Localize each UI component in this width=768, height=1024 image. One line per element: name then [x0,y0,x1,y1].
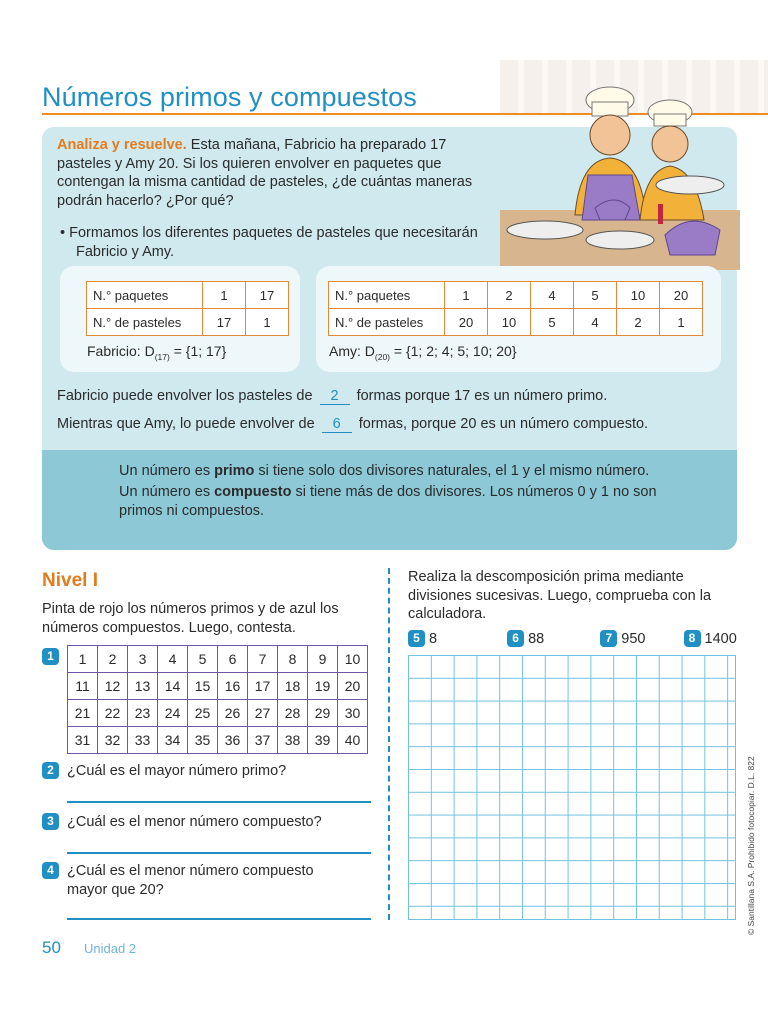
page-number: 50 [42,938,61,957]
table-row [87,282,289,309]
grid-cell[interactable]: 23 [128,700,158,727]
problem-text: Esta mañana, Fabricio ha preparado 17 pasteles y Amy 20. Si los quieren envolver en paquetes que contengan la misma cantidad de pasteles, ¿de cuántas maneras podrán hacerlo? ¿Por qué? [57,137,473,209]
exercise-number: 5 [408,630,425,647]
grid-cell[interactable]: 3 [128,646,158,673]
answer-line-3[interactable] [67,852,371,854]
exercise-badge-1 [42,647,59,665]
exercise-number: 2 [42,762,59,779]
exercise-item [684,631,737,647]
level-heading: Nivel I [42,570,98,591]
grid-cell[interactable]: 12 [98,673,128,700]
formula-name: Fabricio: D [87,343,155,359]
definition-compuesto: Un número es compuesto si tiene más de dos divisores. Los números 0 y 1 no son primos ni compuestos. [119,484,657,519]
answer-blank: 6 [322,416,352,433]
table-row [329,282,703,309]
amy-table [328,281,703,336]
exercise-item [600,631,645,647]
grid-cell[interactable]: 5 [188,646,218,673]
grid-cell[interactable]: 25 [188,700,218,727]
grid-cell[interactable]: 28 [278,700,308,727]
exercise-number: 8 [684,630,701,647]
page-title: Números primos y compuestos [42,82,417,112]
definition-text [119,462,679,523]
grid-cell[interactable]: 36 [218,727,248,754]
pastry-tray-right [656,176,724,194]
question-3 [42,813,372,832]
table-cell: 20 [660,282,703,309]
problem-lead: Analiza y resuelve. [57,137,187,153]
column-divider [388,568,390,920]
grid-cell[interactable]: 8 [278,646,308,673]
question-4 [42,862,342,900]
grid-cell[interactable]: 35 [188,727,218,754]
grid-cell[interactable]: 31 [68,727,98,754]
unit-label: Unidad 2 [84,941,137,956]
table-cell: 10 [617,282,660,309]
grid-cell[interactable]: 9 [308,646,338,673]
sentence-text: Mientras que Amy, lo puede envolver de [57,416,315,432]
grid-cell[interactable]: 26 [218,700,248,727]
tape-dispenser [658,204,663,224]
level-instruction: Pinta de rojo los números primos y de azul los números compuestos. Luego, contesta. [42,601,339,636]
pastry-tray-center [586,231,654,249]
grid-cell[interactable]: 18 [278,673,308,700]
grid-cell[interactable]: 39 [308,727,338,754]
amy-sentence [57,416,648,433]
exercise-number: 3 [42,813,59,830]
answer-blank: 2 [320,388,350,405]
exercise-number: 7 [600,630,617,647]
grid-cell[interactable]: 19 [308,673,338,700]
grid-cell[interactable]: 30 [338,700,368,727]
exercise-number: 1 [42,648,59,665]
exercise-value: 950 [621,631,646,647]
formula-subscript: (17) [154,351,170,362]
formula-subscript: (20) [374,351,391,362]
row-label: N.° paquetes [329,282,445,309]
row-label: N.° de pasteles [87,309,203,336]
grid-cell[interactable]: 6 [218,646,248,673]
grid-cell[interactable]: 21 [68,700,98,727]
exercise-item [408,631,437,647]
table-cell: 1 [246,309,289,336]
grid-cell[interactable]: 22 [98,700,128,727]
grid-cell[interactable]: 34 [158,727,188,754]
bakers-illustration [500,80,740,270]
grid-row [68,700,368,727]
grid-paper[interactable] [408,655,736,920]
definition-primo: Un número es primo si tiene solo dos divisores naturales, el 1 y el mismo número. [119,463,650,479]
table-row [87,309,289,336]
question-text: ¿Cuál es el menor número compuesto? [67,814,322,830]
grid-cell[interactable]: 13 [128,673,158,700]
grid-cell[interactable]: 17 [248,673,278,700]
grid-cell[interactable]: 24 [158,700,188,727]
table-cell: 1 [203,282,246,309]
sentence-text: formas, porque 20 es un número compuesto. [358,416,649,432]
question-2 [42,762,372,781]
exercise-number: 4 [42,862,59,879]
table-cell: 10 [488,309,531,336]
row-label: N.° de pasteles [329,309,445,336]
grid-cell[interactable]: 40 [338,727,368,754]
grid-cell[interactable]: 10 [338,646,368,673]
exercise-list [408,630,755,647]
grid-cell[interactable]: 37 [248,727,278,754]
grid-cell[interactable]: 15 [188,673,218,700]
table-cell: 4 [531,282,574,309]
exercise-value: 88 [528,631,545,647]
exercise-item [507,631,544,647]
pastry-tray-left [507,221,583,239]
table-row [329,309,703,336]
grid-cell[interactable]: 32 [98,727,128,754]
grid-cell[interactable]: 4 [158,646,188,673]
answer-line-2[interactable] [67,801,371,803]
sentence-text: Fabricio puede envolver los pasteles de [57,388,313,404]
question-text: ¿Cuál es el mayor número primo? [67,763,287,779]
grid-cell[interactable]: 2 [98,646,128,673]
exercise-number: 6 [507,630,524,647]
table-cell: 1 [445,282,488,309]
grid-cell[interactable]: 29 [308,700,338,727]
table-cell: 17 [246,282,289,309]
grid-cell[interactable]: 38 [278,727,308,754]
table-cell: 4 [574,309,617,336]
problem-statement [57,136,477,210]
table-cell: 5 [574,282,617,309]
decomposition-instruction: Realiza la descomposición prima mediante divisiones sucesivas. Luego, comprueba con la calculadora. [408,569,712,622]
grid-cell[interactable]: 7 [248,646,278,673]
answer-line-4[interactable] [67,918,371,920]
grid-row [68,646,368,673]
formula-name: Amy: D [329,343,375,359]
numbers-grid [67,645,368,754]
exercise-value: 1400 [704,631,737,647]
grid-row [68,727,368,754]
formula-set: = {1; 17} [169,343,227,359]
formula-set: = {1; 2; 4; 5; 10; 20} [390,343,517,359]
grid-cell[interactable]: 16 [218,673,248,700]
question-text: ¿Cuál es el menor número compuesto mayor que 20? [67,863,314,898]
exercise-value: 8 [429,631,438,647]
copyright-notice: © Santillana S.A. Prohibido fotocopiar. D.L. 822 [746,756,756,935]
bullet-text: • Formamos los diferentes paquetes de pasteles que necesitarán Fabricio y Amy. [60,225,478,260]
table-cell: 2 [617,309,660,336]
grid-cell[interactable]: 20 [338,673,368,700]
row-label: N.° paquetes [87,282,203,309]
sentence-text: formas porque 17 es un número primo. [356,388,608,404]
fabricio-sentence [57,388,607,405]
table-cell: 17 [203,309,246,336]
table-cell: 1 [660,309,703,336]
fabricio-table [86,281,289,336]
table-cell: 20 [445,309,488,336]
grid-cell[interactable]: 11 [68,673,98,700]
grid-row [68,673,368,700]
fabricio-divisors [87,343,226,362]
amy-divisors [329,343,517,362]
grid-cell[interactable]: 33 [128,727,158,754]
grid-cell[interactable]: 27 [248,700,278,727]
grid-cell[interactable]: 1 [68,646,98,673]
table-cell: 5 [531,309,574,336]
grid-cell[interactable]: 14 [158,673,188,700]
table-cell: 2 [488,282,531,309]
